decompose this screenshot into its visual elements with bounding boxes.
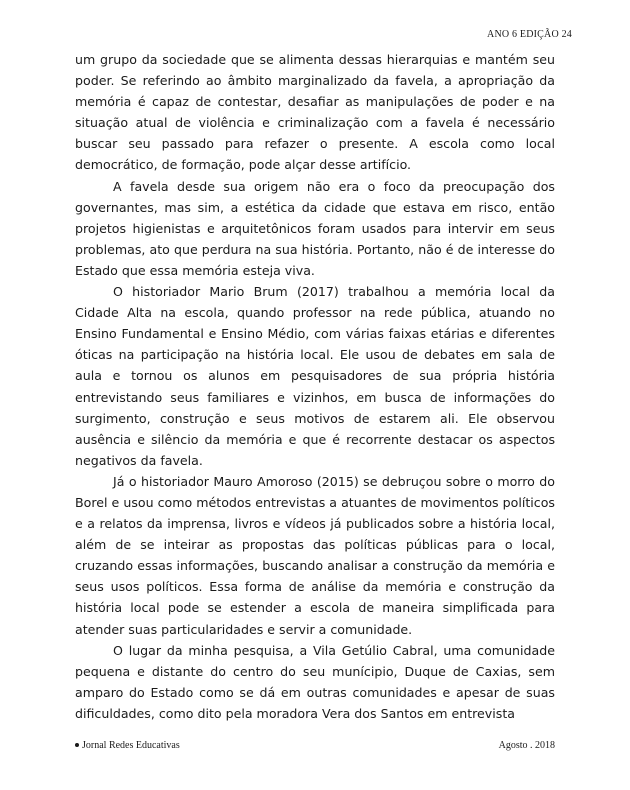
paragraph-mario-brum: O historiador Mario Brum (2017) trabalhou a memória local da Cidade Alta na escola, quando professor na rede pública, atuando no Ensino Fundamental e Ensino Médio, com várias faixas etárias e diferentes óticas na participação na história local. Ele usou de debates em sala de aula e tornou os alunos em pesquisadores de sua própria história entrevistando seus familiares e vizinhos, em busca de informações do surgimento, construção e seus motivos de estarem ali. Ele observou ausência e silêncio da memória e que é recorrente destacar os aspectos negativos da favela. [75,284,555,468]
paragraph-research-site: O lugar da minha pesquisa, a Vila Getúlio Cabral, uma comunidade pequena e distante do centro do seu munícipio, Duque de Caxias, sem amparo do Estado como se dá em outras comunidades e apesar de suas dificuldades, como dito pela moradora Vera dos Santos em entrevista [75,642,555,721]
paragraph-favela-origin: A favela desde sua origem não era o foco da preocupação dos governantes, mas sim, a estética da cidade que estava em risco, então projetos higienistas e arquitetônicos foram usados para intervir em seus problemas, ato que perdura na sua história. Portanto, não é de interesse do Estado que essa memória esteja viva. [75,178,555,278]
edition-header: ANO 6 EDIÇÃO 24 [487,29,572,40]
bullet-icon [75,743,79,747]
paragraph-mauro-amoroso: Já o historiador Mauro Amoroso (2015) se debruçou sobre o morro do Borel e usou como métodos entrevistas a atuantes de movimentos políticos e a relatos da imprensa, livros e vídeos já publicados sobre a história local, além de se inteirar as propostas das políticas públicas para o local, cruzando essas informações, buscando analisar a construção da memória e seus usos políticos. Essa forma de análise da memória e construção da história local pode se estender a escola de maneira simplificada para atender suas particularidades e servir a comunidade. [75,473,555,637]
footer-journal-name: Jornal Redes Educativas [82,740,180,751]
paragraph-continuation: um grupo da sociedade que se alimenta dessas hierarquias e mantém seu poder. Se referindo ao âmbito marginalizado da favela, a apropriação da memória é capaz de contestar, desafiar as manipulações de poder e na situação atual de violência e criminalização com a favela é necessário buscar seu passado para refazer o presente. A escola como local democrático, de formação, pode alçar desse artifício. [75,52,555,173]
footer-journal [75,740,180,751]
footer-date: Agosto . 2018 [498,740,555,751]
article-body [75,49,555,724]
